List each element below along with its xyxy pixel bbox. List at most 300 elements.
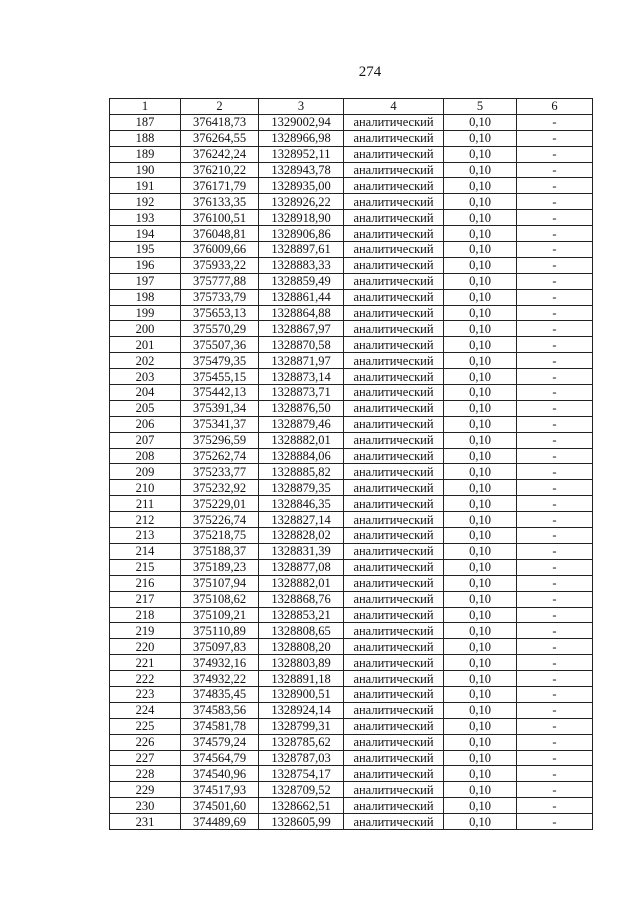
method-cell: аналитический	[344, 750, 444, 766]
y-coordinate-cell: 1328787,03	[259, 750, 344, 766]
point-number-cell: 211	[110, 496, 181, 512]
note-cell: -	[517, 337, 593, 353]
method-cell: аналитический	[344, 782, 444, 798]
table-row	[110, 782, 593, 798]
x-coordinate-cell: 374581,78	[181, 718, 259, 734]
note-cell: -	[517, 543, 593, 559]
point-number-cell: 220	[110, 639, 181, 655]
point-number-cell: 189	[110, 146, 181, 162]
table-row	[110, 385, 593, 401]
method-cell: аналитический	[344, 512, 444, 528]
point-number-cell: 207	[110, 432, 181, 448]
y-coordinate-cell: 1328883,33	[259, 257, 344, 273]
note-cell: -	[517, 559, 593, 575]
method-cell: аналитический	[344, 194, 444, 210]
y-coordinate-cell: 1328884,06	[259, 448, 344, 464]
x-coordinate-cell: 375232,92	[181, 480, 259, 496]
table-row	[110, 512, 593, 528]
x-coordinate-cell: 375570,29	[181, 321, 259, 337]
table-row	[110, 591, 593, 607]
y-coordinate-cell: 1328885,82	[259, 464, 344, 480]
y-coordinate-cell: 1328754,17	[259, 766, 344, 782]
method-cell: аналитический	[344, 257, 444, 273]
accuracy-cell: 0,10	[444, 496, 517, 512]
y-coordinate-cell: 1328900,51	[259, 686, 344, 702]
method-cell: аналитический	[344, 432, 444, 448]
accuracy-cell: 0,10	[444, 671, 517, 687]
y-coordinate-cell: 1328952,11	[259, 146, 344, 162]
y-coordinate-cell: 1328918,90	[259, 210, 344, 226]
accuracy-cell: 0,10	[444, 416, 517, 432]
point-number-cell: 205	[110, 400, 181, 416]
table-row	[110, 146, 593, 162]
note-cell: -	[517, 623, 593, 639]
note-cell: -	[517, 798, 593, 814]
y-coordinate-cell: 1328799,31	[259, 718, 344, 734]
y-coordinate-cell: 1328879,35	[259, 480, 344, 496]
point-number-cell: 201	[110, 337, 181, 353]
table-row	[110, 416, 593, 432]
x-coordinate-cell: 375341,37	[181, 416, 259, 432]
x-coordinate-cell: 375442,13	[181, 385, 259, 401]
x-coordinate-cell: 376009,66	[181, 242, 259, 258]
x-coordinate-cell: 375107,94	[181, 575, 259, 591]
y-coordinate-cell: 1328867,97	[259, 321, 344, 337]
y-coordinate-cell: 1328828,02	[259, 528, 344, 544]
y-coordinate-cell: 1328605,99	[259, 814, 344, 830]
note-cell: -	[517, 448, 593, 464]
method-cell: аналитический	[344, 464, 444, 480]
x-coordinate-cell: 374932,22	[181, 671, 259, 687]
accuracy-cell: 0,10	[444, 178, 517, 194]
y-coordinate-cell: 1328882,01	[259, 432, 344, 448]
x-coordinate-cell: 376048,81	[181, 226, 259, 242]
y-coordinate-cell: 1328859,49	[259, 273, 344, 289]
accuracy-cell: 0,10	[444, 766, 517, 782]
method-cell: аналитический	[344, 686, 444, 702]
x-coordinate-cell: 375226,74	[181, 512, 259, 528]
method-cell: аналитический	[344, 623, 444, 639]
accuracy-cell: 0,10	[444, 734, 517, 750]
y-coordinate-cell: 1328871,97	[259, 353, 344, 369]
point-number-cell: 197	[110, 273, 181, 289]
accuracy-cell: 0,10	[444, 305, 517, 321]
note-cell: -	[517, 114, 593, 130]
table-row	[110, 655, 593, 671]
point-number-cell: 219	[110, 623, 181, 639]
x-coordinate-cell: 376171,79	[181, 178, 259, 194]
y-coordinate-cell: 1328926,22	[259, 194, 344, 210]
x-coordinate-cell: 376133,35	[181, 194, 259, 210]
table-row	[110, 114, 593, 130]
x-coordinate-cell: 375455,15	[181, 369, 259, 385]
method-cell: аналитический	[344, 718, 444, 734]
point-number-cell: 228	[110, 766, 181, 782]
accuracy-cell: 0,10	[444, 591, 517, 607]
point-number-cell: 210	[110, 480, 181, 496]
table-row	[110, 432, 593, 448]
x-coordinate-cell: 375653,13	[181, 305, 259, 321]
point-number-cell: 209	[110, 464, 181, 480]
table-row	[110, 639, 593, 655]
x-coordinate-cell: 376100,51	[181, 210, 259, 226]
point-number-cell: 212	[110, 512, 181, 528]
note-cell: -	[517, 750, 593, 766]
y-coordinate-cell: 1328846,35	[259, 496, 344, 512]
table-row	[110, 369, 593, 385]
x-coordinate-cell: 375933,22	[181, 257, 259, 273]
method-cell: аналитический	[344, 353, 444, 369]
x-coordinate-cell: 374932,16	[181, 655, 259, 671]
point-number-cell: 222	[110, 671, 181, 687]
table-row	[110, 194, 593, 210]
x-coordinate-cell: 374489,69	[181, 814, 259, 830]
x-coordinate-cell: 375108,62	[181, 591, 259, 607]
x-coordinate-cell: 374501,60	[181, 798, 259, 814]
note-cell: -	[517, 321, 593, 337]
accuracy-cell: 0,10	[444, 623, 517, 639]
y-coordinate-cell: 1328876,50	[259, 400, 344, 416]
note-cell: -	[517, 814, 593, 830]
column-header: 1	[110, 99, 181, 115]
accuracy-cell: 0,10	[444, 798, 517, 814]
method-cell: аналитический	[344, 162, 444, 178]
table-row	[110, 543, 593, 559]
point-number-cell: 230	[110, 798, 181, 814]
note-cell: -	[517, 289, 593, 305]
accuracy-cell: 0,10	[444, 289, 517, 305]
method-cell: аналитический	[344, 178, 444, 194]
point-number-cell: 231	[110, 814, 181, 830]
point-number-cell: 206	[110, 416, 181, 432]
method-cell: аналитический	[344, 114, 444, 130]
note-cell: -	[517, 162, 593, 178]
note-cell: -	[517, 591, 593, 607]
accuracy-cell: 0,10	[444, 814, 517, 830]
point-number-cell: 216	[110, 575, 181, 591]
method-cell: аналитический	[344, 702, 444, 718]
y-coordinate-cell: 1328868,76	[259, 591, 344, 607]
x-coordinate-cell: 374564,79	[181, 750, 259, 766]
accuracy-cell: 0,10	[444, 353, 517, 369]
point-number-cell: 193	[110, 210, 181, 226]
y-coordinate-cell: 1328808,20	[259, 639, 344, 655]
accuracy-cell: 0,10	[444, 432, 517, 448]
accuracy-cell: 0,10	[444, 512, 517, 528]
point-number-cell: 187	[110, 114, 181, 130]
y-coordinate-cell: 1328924,14	[259, 702, 344, 718]
x-coordinate-cell: 375262,74	[181, 448, 259, 464]
x-coordinate-cell: 374540,96	[181, 766, 259, 782]
table-row	[110, 623, 593, 639]
table-row	[110, 273, 593, 289]
accuracy-cell: 0,10	[444, 528, 517, 544]
note-cell: -	[517, 655, 593, 671]
method-cell: аналитический	[344, 210, 444, 226]
note-cell: -	[517, 146, 593, 162]
accuracy-cell: 0,10	[444, 782, 517, 798]
y-coordinate-cell: 1328873,71	[259, 385, 344, 401]
method-cell: аналитический	[344, 766, 444, 782]
table-row	[110, 400, 593, 416]
note-cell: -	[517, 385, 593, 401]
point-number-cell: 199	[110, 305, 181, 321]
y-coordinate-cell: 1328877,08	[259, 559, 344, 575]
point-number-cell: 195	[110, 242, 181, 258]
note-cell: -	[517, 528, 593, 544]
note-cell: -	[517, 130, 593, 146]
table-row	[110, 814, 593, 830]
table-row	[110, 353, 593, 369]
x-coordinate-cell: 374835,45	[181, 686, 259, 702]
point-number-cell: 191	[110, 178, 181, 194]
point-number-cell: 229	[110, 782, 181, 798]
y-coordinate-cell: 1328861,44	[259, 289, 344, 305]
note-cell: -	[517, 305, 593, 321]
accuracy-cell: 0,10	[444, 559, 517, 575]
accuracy-cell: 0,10	[444, 146, 517, 162]
point-number-cell: 192	[110, 194, 181, 210]
accuracy-cell: 0,10	[444, 750, 517, 766]
note-cell: -	[517, 226, 593, 242]
table-row	[110, 210, 593, 226]
x-coordinate-cell: 376264,55	[181, 130, 259, 146]
x-coordinate-cell: 375391,34	[181, 400, 259, 416]
accuracy-cell: 0,10	[444, 448, 517, 464]
method-cell: аналитический	[344, 655, 444, 671]
note-cell: -	[517, 464, 593, 480]
x-coordinate-cell: 375189,23	[181, 559, 259, 575]
note-cell: -	[517, 782, 593, 798]
column-header: 4	[344, 99, 444, 115]
note-cell: -	[517, 273, 593, 289]
table-row	[110, 559, 593, 575]
table-row	[110, 718, 593, 734]
accuracy-cell: 0,10	[444, 321, 517, 337]
note-cell: -	[517, 416, 593, 432]
accuracy-cell: 0,10	[444, 607, 517, 623]
note-cell: -	[517, 432, 593, 448]
table-row	[110, 337, 593, 353]
table-row	[110, 798, 593, 814]
x-coordinate-cell: 375777,88	[181, 273, 259, 289]
point-number-cell: 217	[110, 591, 181, 607]
x-coordinate-cell: 375097,83	[181, 639, 259, 655]
method-cell: аналитический	[344, 130, 444, 146]
y-coordinate-cell: 1328808,65	[259, 623, 344, 639]
point-number-cell: 225	[110, 718, 181, 734]
accuracy-cell: 0,10	[444, 575, 517, 591]
note-cell: -	[517, 512, 593, 528]
table-row	[110, 766, 593, 782]
note-cell: -	[517, 194, 593, 210]
note-cell: -	[517, 400, 593, 416]
note-cell: -	[517, 702, 593, 718]
point-number-cell: 196	[110, 257, 181, 273]
table-body	[110, 114, 593, 829]
note-cell: -	[517, 575, 593, 591]
accuracy-cell: 0,10	[444, 210, 517, 226]
y-coordinate-cell: 1328897,61	[259, 242, 344, 258]
table-row	[110, 178, 593, 194]
column-header: 6	[517, 99, 593, 115]
y-coordinate-cell: 1329002,94	[259, 114, 344, 130]
table-row	[110, 750, 593, 766]
point-number-cell: 188	[110, 130, 181, 146]
accuracy-cell: 0,10	[444, 162, 517, 178]
point-number-cell: 226	[110, 734, 181, 750]
note-cell: -	[517, 718, 593, 734]
table-row	[110, 607, 593, 623]
accuracy-cell: 0,10	[444, 385, 517, 401]
table-row	[110, 305, 593, 321]
method-cell: аналитический	[344, 814, 444, 830]
x-coordinate-cell: 375218,75	[181, 528, 259, 544]
table-header-row	[110, 99, 593, 115]
accuracy-cell: 0,10	[444, 464, 517, 480]
accuracy-cell: 0,10	[444, 226, 517, 242]
method-cell: аналитический	[344, 226, 444, 242]
method-cell: аналитический	[344, 798, 444, 814]
y-coordinate-cell: 1328870,58	[259, 337, 344, 353]
table-row	[110, 464, 593, 480]
table-row	[110, 162, 593, 178]
x-coordinate-cell: 374583,56	[181, 702, 259, 718]
column-header: 2	[181, 99, 259, 115]
table-row	[110, 321, 593, 337]
table-row	[110, 734, 593, 750]
y-coordinate-cell: 1328966,98	[259, 130, 344, 146]
method-cell: аналитический	[344, 591, 444, 607]
point-number-cell: 198	[110, 289, 181, 305]
y-coordinate-cell: 1328906,86	[259, 226, 344, 242]
point-number-cell: 223	[110, 686, 181, 702]
table-row	[110, 528, 593, 544]
method-cell: аналитический	[344, 607, 444, 623]
method-cell: аналитический	[344, 543, 444, 559]
accuracy-cell: 0,10	[444, 543, 517, 559]
note-cell: -	[517, 480, 593, 496]
y-coordinate-cell: 1328879,46	[259, 416, 344, 432]
table-row	[110, 575, 593, 591]
accuracy-cell: 0,10	[444, 273, 517, 289]
x-coordinate-cell: 375479,35	[181, 353, 259, 369]
method-cell: аналитический	[344, 400, 444, 416]
accuracy-cell: 0,10	[444, 480, 517, 496]
method-cell: аналитический	[344, 734, 444, 750]
note-cell: -	[517, 686, 593, 702]
method-cell: аналитический	[344, 289, 444, 305]
accuracy-cell: 0,10	[444, 242, 517, 258]
table-row	[110, 686, 593, 702]
x-coordinate-cell: 375188,37	[181, 543, 259, 559]
table-row	[110, 496, 593, 512]
method-cell: аналитический	[344, 528, 444, 544]
x-coordinate-cell: 375733,79	[181, 289, 259, 305]
table-row	[110, 257, 593, 273]
note-cell: -	[517, 607, 593, 623]
accuracy-cell: 0,10	[444, 718, 517, 734]
point-number-cell: 203	[110, 369, 181, 385]
point-number-cell: 204	[110, 385, 181, 401]
method-cell: аналитический	[344, 337, 444, 353]
table-row	[110, 480, 593, 496]
method-cell: аналитический	[344, 273, 444, 289]
x-coordinate-cell: 375110,89	[181, 623, 259, 639]
method-cell: аналитический	[344, 385, 444, 401]
method-cell: аналитический	[344, 321, 444, 337]
y-coordinate-cell: 1328709,52	[259, 782, 344, 798]
y-coordinate-cell: 1328935,00	[259, 178, 344, 194]
method-cell: аналитический	[344, 416, 444, 432]
method-cell: аналитический	[344, 575, 444, 591]
point-number-cell: 190	[110, 162, 181, 178]
point-number-cell: 221	[110, 655, 181, 671]
accuracy-cell: 0,10	[444, 114, 517, 130]
table-row	[110, 702, 593, 718]
note-cell: -	[517, 178, 593, 194]
accuracy-cell: 0,10	[444, 257, 517, 273]
y-coordinate-cell: 1328853,21	[259, 607, 344, 623]
y-coordinate-cell: 1328882,01	[259, 575, 344, 591]
coordinates-table	[109, 98, 593, 830]
accuracy-cell: 0,10	[444, 194, 517, 210]
note-cell: -	[517, 369, 593, 385]
method-cell: аналитический	[344, 369, 444, 385]
column-header: 3	[259, 99, 344, 115]
point-number-cell: 194	[110, 226, 181, 242]
point-number-cell: 227	[110, 750, 181, 766]
y-coordinate-cell: 1328864,88	[259, 305, 344, 321]
note-cell: -	[517, 496, 593, 512]
accuracy-cell: 0,10	[444, 639, 517, 655]
column-header: 5	[444, 99, 517, 115]
table-row	[110, 289, 593, 305]
note-cell: -	[517, 242, 593, 258]
note-cell: -	[517, 210, 593, 226]
x-coordinate-cell: 376210,22	[181, 162, 259, 178]
note-cell: -	[517, 734, 593, 750]
x-coordinate-cell: 375233,77	[181, 464, 259, 480]
note-cell: -	[517, 766, 593, 782]
method-cell: аналитический	[344, 671, 444, 687]
table-row	[110, 130, 593, 146]
y-coordinate-cell: 1328785,62	[259, 734, 344, 750]
note-cell: -	[517, 257, 593, 273]
table-row	[110, 226, 593, 242]
point-number-cell: 213	[110, 528, 181, 544]
method-cell: аналитический	[344, 305, 444, 321]
method-cell: аналитический	[344, 146, 444, 162]
y-coordinate-cell: 1328827,14	[259, 512, 344, 528]
x-coordinate-cell: 375507,36	[181, 337, 259, 353]
table-row	[110, 448, 593, 464]
method-cell: аналитический	[344, 639, 444, 655]
x-coordinate-cell: 374517,93	[181, 782, 259, 798]
point-number-cell: 202	[110, 353, 181, 369]
x-coordinate-cell: 374579,24	[181, 734, 259, 750]
y-coordinate-cell: 1328891,18	[259, 671, 344, 687]
y-coordinate-cell: 1328873,14	[259, 369, 344, 385]
accuracy-cell: 0,10	[444, 400, 517, 416]
note-cell: -	[517, 671, 593, 687]
method-cell: аналитический	[344, 480, 444, 496]
page-number: 274	[358, 64, 382, 80]
method-cell: аналитический	[344, 559, 444, 575]
accuracy-cell: 0,10	[444, 130, 517, 146]
note-cell: -	[517, 353, 593, 369]
point-number-cell: 215	[110, 559, 181, 575]
